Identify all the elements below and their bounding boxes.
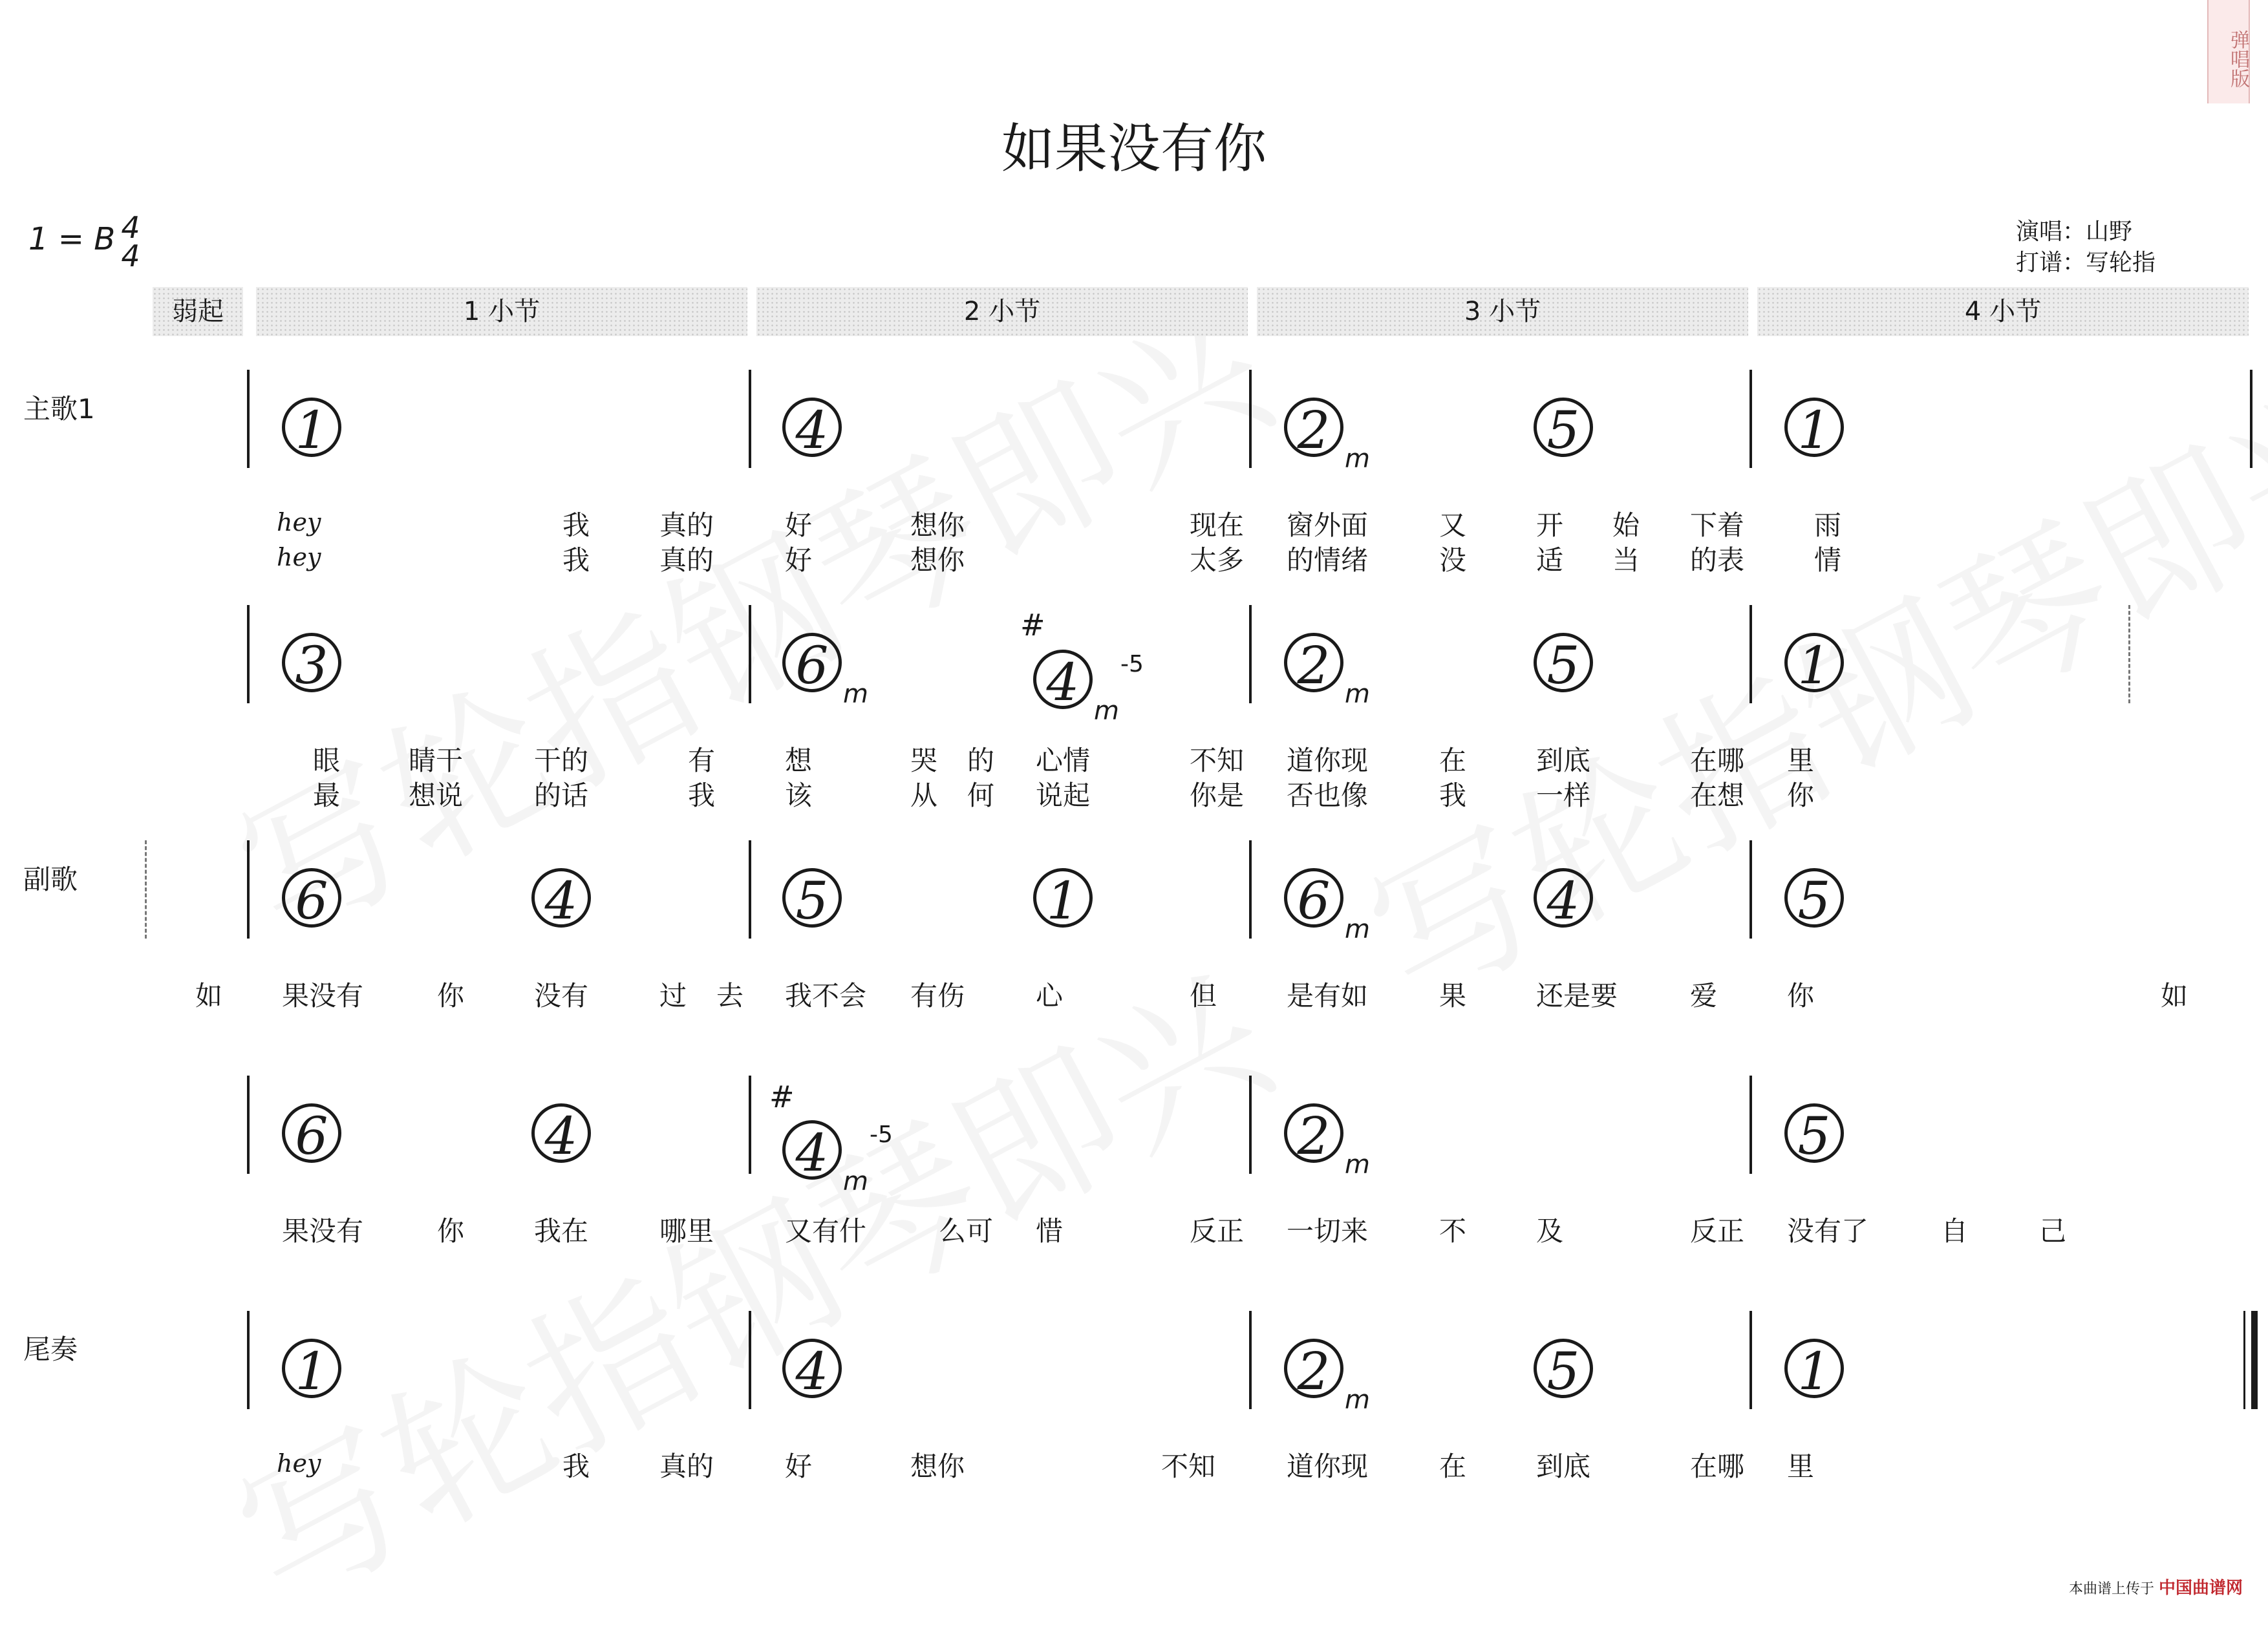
- chord-degree: 2: [1284, 633, 1343, 692]
- chord-quality: m: [1345, 1150, 1370, 1180]
- barline: [1249, 1311, 1252, 1409]
- lyric: 开: [1536, 509, 1564, 541]
- barline: [247, 605, 250, 703]
- lyric: 干的: [534, 745, 589, 776]
- chord-degree: 4: [531, 868, 591, 928]
- chord: [1784, 397, 1844, 462]
- chord-degree: 1: [1784, 398, 1844, 457]
- barline: [247, 1311, 250, 1409]
- lyric: 的话: [534, 780, 589, 811]
- lyric: 好: [785, 544, 813, 576]
- lyric: 一样: [1536, 780, 1591, 811]
- lyric: 有: [688, 745, 716, 776]
- chord-degree: 4: [782, 398, 842, 457]
- chord: [1534, 397, 1593, 462]
- lyric: 不知: [1161, 1450, 1216, 1482]
- chord-degree: 2: [1284, 1339, 1343, 1398]
- lyric: 你: [1787, 780, 1815, 811]
- barline: [1249, 840, 1252, 939]
- chord-degree: 5: [1784, 1103, 1844, 1163]
- lyric: 我: [562, 544, 590, 576]
- barline: [2250, 370, 2252, 468]
- chord: [1284, 1103, 1370, 1197]
- chord-degree: 5: [1534, 633, 1593, 692]
- chord: [782, 632, 868, 727]
- chord: [1033, 632, 1144, 743]
- lyric: 一切来: [1287, 1215, 1369, 1247]
- lyric: 心情: [1036, 745, 1091, 776]
- lyric: 反正: [1690, 1215, 1745, 1247]
- lyric: 你: [1787, 980, 1815, 1012]
- barline: [1249, 1076, 1252, 1174]
- chord-degree: 4: [1033, 650, 1093, 709]
- lyric: 有伤: [910, 980, 965, 1012]
- measure-header-pickup: 弱起: [153, 287, 243, 336]
- lyric: 心: [1036, 980, 1064, 1012]
- lyric: 如: [195, 980, 223, 1012]
- lyric: 的表: [1690, 544, 1745, 576]
- barline: [749, 370, 751, 468]
- chord: [1284, 867, 1370, 962]
- chord-degree: 4: [531, 1103, 591, 1163]
- lyric: 又有什: [785, 1215, 867, 1247]
- chord-quality: m: [843, 679, 868, 709]
- time-signature-bottom: 4: [121, 239, 140, 273]
- chord: [1784, 1103, 1844, 1167]
- lyric: 太多: [1190, 544, 1245, 576]
- lyric: 不知: [1190, 745, 1245, 776]
- chord-degree: 5: [1534, 1339, 1593, 1398]
- chord-degree: 6: [1284, 868, 1343, 928]
- section-label-verse: 主歌1: [23, 393, 95, 425]
- chord-degree: 1: [282, 1339, 341, 1398]
- repeat-dash: [2128, 605, 2130, 703]
- lyric: 到底: [1536, 745, 1591, 776]
- barline: [1749, 840, 1752, 939]
- lyric: 果没有: [282, 1215, 364, 1247]
- lyric: 想你: [910, 1450, 965, 1482]
- chord-degree: 1: [1784, 1339, 1844, 1398]
- lyric: 果没有: [282, 980, 364, 1012]
- lyric: 但: [1190, 980, 1217, 1012]
- lyric: 睛干: [409, 745, 464, 776]
- sharp-sign: #: [769, 1079, 795, 1114]
- chord: [282, 397, 341, 462]
- lyric: 又: [1439, 509, 1467, 541]
- chord-quality: m: [1345, 679, 1370, 709]
- chord: [1784, 867, 1844, 932]
- lyric: 想你: [910, 509, 965, 541]
- lyric: 里: [1787, 745, 1815, 776]
- arranger-credit: 打谱：写轮指: [2016, 250, 2156, 276]
- edition-tag: 弹唱版: [2207, 0, 2250, 103]
- watermark: [194, 910, 1302, 1646]
- lyric: 己: [2039, 1215, 2067, 1247]
- chord: [282, 867, 341, 932]
- chord-alteration: -5: [869, 1121, 893, 1148]
- lyric: 真的: [659, 1450, 714, 1482]
- chord-degree: 6: [282, 868, 341, 928]
- barline: [1249, 370, 1252, 468]
- barline: [1749, 1076, 1752, 1174]
- lyric: 否也像: [1287, 780, 1369, 811]
- lyric: 哪里: [659, 1215, 714, 1247]
- chord-degree: 4: [782, 1339, 842, 1398]
- lyric: 现在: [1190, 509, 1245, 541]
- lyric: 没有: [534, 980, 589, 1012]
- chord-degree: 3: [282, 633, 341, 692]
- chord: [1784, 632, 1844, 697]
- chord: [1033, 867, 1093, 932]
- barline: [1749, 605, 1752, 703]
- lyric: 何: [967, 780, 995, 811]
- chord-degree: 6: [282, 1103, 341, 1163]
- chord: [531, 867, 591, 932]
- barline: [1749, 1311, 1752, 1409]
- chord-degree: 5: [1534, 398, 1593, 457]
- lyric: hey: [277, 1449, 321, 1478]
- section-dash: [145, 840, 147, 939]
- footer-text: 本曲谱上传于: [2069, 1581, 2155, 1597]
- key-signature: 1 = B: [28, 221, 116, 257]
- barline: [749, 840, 751, 939]
- chord-alteration: -5: [1120, 651, 1144, 677]
- lyric: 去: [716, 980, 744, 1012]
- barline: [1749, 370, 1752, 468]
- barline: [1249, 605, 1252, 703]
- chord-degree: 1: [1784, 633, 1844, 692]
- lyric: 没有了: [1787, 1215, 1869, 1247]
- chord: [782, 1338, 842, 1403]
- lyric: 想: [785, 745, 813, 776]
- lyric: 的情绪: [1287, 544, 1369, 576]
- chord-degree: 4: [1534, 868, 1593, 928]
- chord-degree: 5: [1784, 868, 1844, 928]
- lyric: 始: [1612, 509, 1640, 541]
- lyric: 想说: [409, 780, 464, 811]
- chord-quality: m: [1345, 1385, 1370, 1415]
- lyric: 过: [659, 980, 687, 1012]
- chord: [1534, 867, 1593, 932]
- chord: [1284, 397, 1370, 491]
- lyric: 你: [437, 1215, 465, 1247]
- time-signature: [118, 210, 144, 273]
- lyric: 眼: [313, 745, 341, 776]
- chord: [1534, 1338, 1593, 1403]
- lyric: 不: [1439, 1215, 1467, 1247]
- lyric: 是有如: [1287, 980, 1369, 1012]
- chord-quality: m: [1345, 444, 1370, 474]
- chord-degree: 1: [282, 398, 341, 457]
- measure-header-2: 2 小节: [756, 287, 1248, 336]
- lyric: 在: [1439, 745, 1467, 776]
- time-signature-top: 4: [121, 210, 140, 245]
- lyric: 情: [1814, 544, 1842, 576]
- lyric: 我: [688, 780, 716, 811]
- lyric: 我: [562, 1450, 590, 1482]
- lyric: 从: [910, 780, 938, 811]
- chord: [782, 397, 842, 462]
- chord: [531, 1103, 591, 1167]
- page-title: 如果没有你: [1001, 118, 1267, 180]
- lyric: 在想: [1690, 780, 1745, 811]
- lyric: 窗外面: [1287, 509, 1369, 541]
- lyric: 里: [1787, 1450, 1815, 1482]
- lyric: 雨: [1814, 509, 1842, 541]
- lyric: 当: [1612, 544, 1640, 576]
- chord-degree: 1: [1033, 868, 1093, 928]
- chord-quality: m: [1345, 915, 1370, 944]
- barline: [749, 1076, 751, 1174]
- footer-note: [2069, 1575, 2243, 1599]
- chord: [282, 632, 341, 697]
- lyric: hey: [277, 543, 321, 571]
- chord-degree: 6: [782, 633, 842, 692]
- lyric: 我: [562, 509, 590, 541]
- lyric: 真的: [659, 509, 714, 541]
- chord: [1284, 1338, 1370, 1432]
- lyric: 的: [967, 745, 995, 776]
- lyric: 反正: [1190, 1215, 1245, 1247]
- lyric: 该: [785, 780, 813, 811]
- lyric: 还是要: [1536, 980, 1618, 1012]
- lyric: 果: [1439, 980, 1467, 1012]
- lyric: 你: [437, 980, 465, 1012]
- chord: [782, 1103, 893, 1214]
- lyric: 我: [1439, 780, 1467, 811]
- barline: [247, 840, 250, 939]
- lyric: 说起: [1036, 780, 1091, 811]
- lyric: 在: [1439, 1450, 1467, 1482]
- lyric: 最: [313, 780, 341, 811]
- lyric: 好: [785, 509, 813, 541]
- lyric: hey: [277, 508, 321, 537]
- lyric: 你是: [1190, 780, 1245, 811]
- lyric: 到底: [1536, 1450, 1591, 1482]
- final-barline-thin: [2243, 1311, 2245, 1409]
- lyric: 我在: [534, 1215, 589, 1247]
- barline: [247, 1076, 250, 1174]
- lyric: 在哪: [1690, 745, 1745, 776]
- chord-quality: m: [1094, 696, 1119, 726]
- barline: [749, 1311, 751, 1409]
- lyric: 好: [785, 1450, 813, 1482]
- lyric: 在哪: [1690, 1450, 1745, 1482]
- lyric: 及: [1536, 1215, 1564, 1247]
- sharp-sign: #: [1020, 608, 1045, 643]
- singer-credit: 演唱：山野: [2016, 218, 2133, 245]
- lyric: 道你现: [1287, 745, 1369, 776]
- chord-degree: 5: [782, 868, 842, 928]
- lyric: 道你现: [1287, 1450, 1369, 1482]
- barline: [247, 370, 250, 468]
- chord-quality: m: [843, 1167, 868, 1196]
- chord: [282, 1338, 341, 1403]
- lyric: 惜: [1036, 1215, 1064, 1247]
- lyric: 爱: [1690, 980, 1718, 1012]
- measure-header-4: 4 小节: [1757, 287, 2249, 336]
- section-label-outro: 尾奏: [23, 1334, 78, 1365]
- lyric: 哭: [910, 745, 938, 776]
- lyric: 如: [2161, 980, 2188, 1012]
- lyric: 自: [1941, 1215, 1969, 1247]
- lyric: 真的: [659, 544, 714, 576]
- chord: [1284, 632, 1370, 727]
- barline: [749, 605, 751, 703]
- chord-degree: 4: [782, 1120, 842, 1180]
- chord: [1784, 1338, 1844, 1403]
- lyric: 没: [1439, 544, 1467, 576]
- lyric: 想你: [910, 544, 965, 576]
- lyric: 么可: [939, 1215, 994, 1247]
- measure-header-3: 3 小节: [1257, 287, 1748, 336]
- measure-header-1: 1 小节: [256, 287, 747, 336]
- chord: [1534, 632, 1593, 697]
- lyric: 适: [1536, 544, 1564, 576]
- lyric: 下着: [1690, 509, 1745, 541]
- footer-brand-logo[interactable]: 中国曲谱网: [2159, 1578, 2243, 1598]
- chord: [282, 1103, 341, 1167]
- chord-degree: 2: [1284, 398, 1343, 457]
- chord: [782, 867, 842, 932]
- lyric: 我不会: [785, 980, 867, 1012]
- chord-degree: 2: [1284, 1103, 1343, 1163]
- section-label-chorus: 副歌: [23, 864, 78, 895]
- final-barline-thick: [2251, 1311, 2258, 1409]
